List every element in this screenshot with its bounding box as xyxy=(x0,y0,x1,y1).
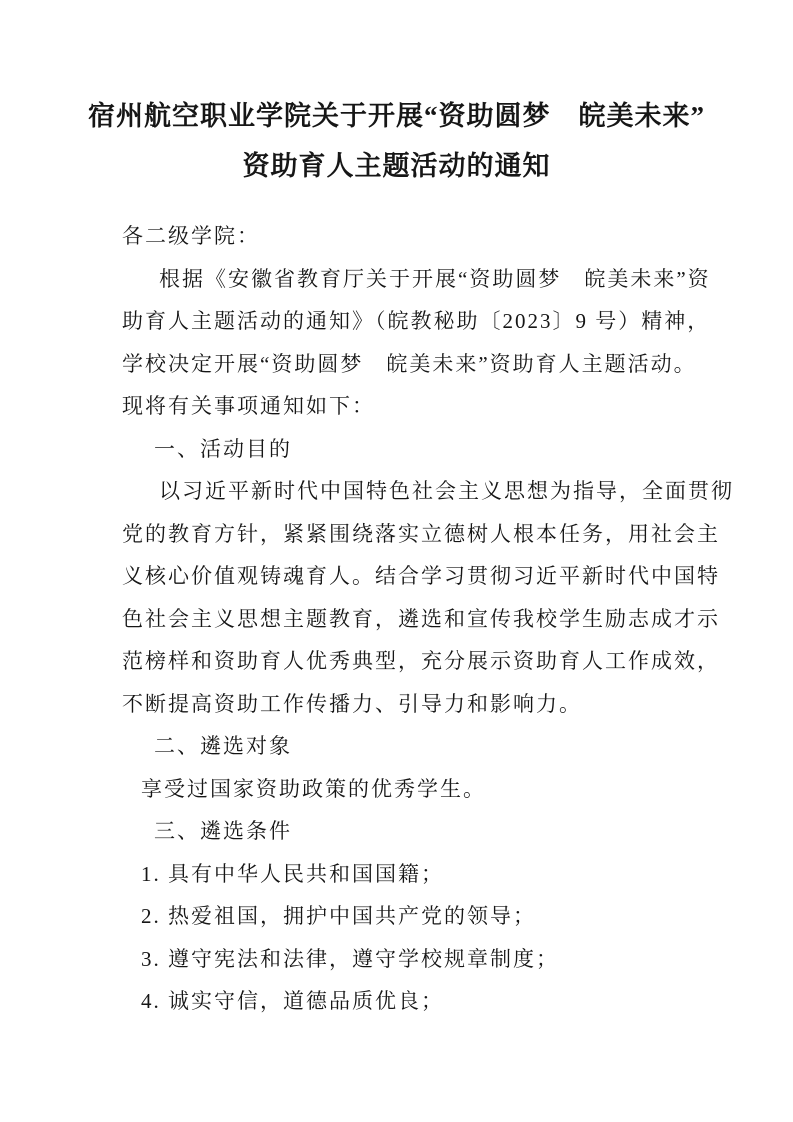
list-item-1: 1. 具有中华人民共和国国籍； xyxy=(141,861,444,886)
section-heading-1: 一、活动目的 xyxy=(154,436,292,461)
list-item-4: 4. 诚实守信，道德品质优良； xyxy=(141,989,444,1013)
paragraph-line: 范榜样和资助育人优秀典型，充分展示资助育人工作成效， xyxy=(122,649,720,673)
section-heading-3: 三、遴选条件 xyxy=(154,819,292,843)
salutation-line: 各二级学院： xyxy=(122,224,260,248)
paragraph-line: 党的教育方针，紧紧围绕落实立德树人根本任务，用社会主 xyxy=(122,521,720,546)
list-item-2: 2. 热爱祖国，拥护中国共产党的领导； xyxy=(141,904,536,928)
paragraph-line: 助育人主题活动的通知》（皖教秘助〔2023〕9 号）精神， xyxy=(122,309,711,333)
paragraph-line: 色社会主义思想主题教育，遴选和宣传我校学生励志成才示 xyxy=(122,606,720,631)
document-title-line-1: 宿州航空职业学院关于开展“资助圆梦 皖美未来” xyxy=(88,101,705,131)
document-title xyxy=(60,91,733,191)
list-item-3: 3. 遵守宪法和法律，遵守学校规章制度； xyxy=(141,946,559,971)
document-title-line-2: 资助育人主题活动的通知 xyxy=(242,151,551,181)
document-body xyxy=(122,215,734,1023)
paragraph-line: 现将有关事项通知如下： xyxy=(122,394,375,418)
paragraph-line: 享受过国家资助政策的优秀学生。 xyxy=(141,776,486,801)
paragraph-line: 根据《安徽省教育厅关于开展“资助圆梦 皖美未来”资 xyxy=(159,266,711,291)
paragraph-line: 义核心价值观铸魂育人。结合学习贯彻习近平新时代中国特 xyxy=(122,564,720,588)
section-heading-2: 二、遴选对象 xyxy=(154,734,292,758)
paragraph-line: 不断提高资助工作传播力、引导力和影响力。 xyxy=(122,691,582,716)
paragraph-line: 以习近平新时代中国特色社会主义思想为指导，全面贯彻 xyxy=(159,479,734,503)
paragraph-line: 学校决定开展“资助圆梦 皖美未来”资助育人主题活动。 xyxy=(122,351,697,376)
